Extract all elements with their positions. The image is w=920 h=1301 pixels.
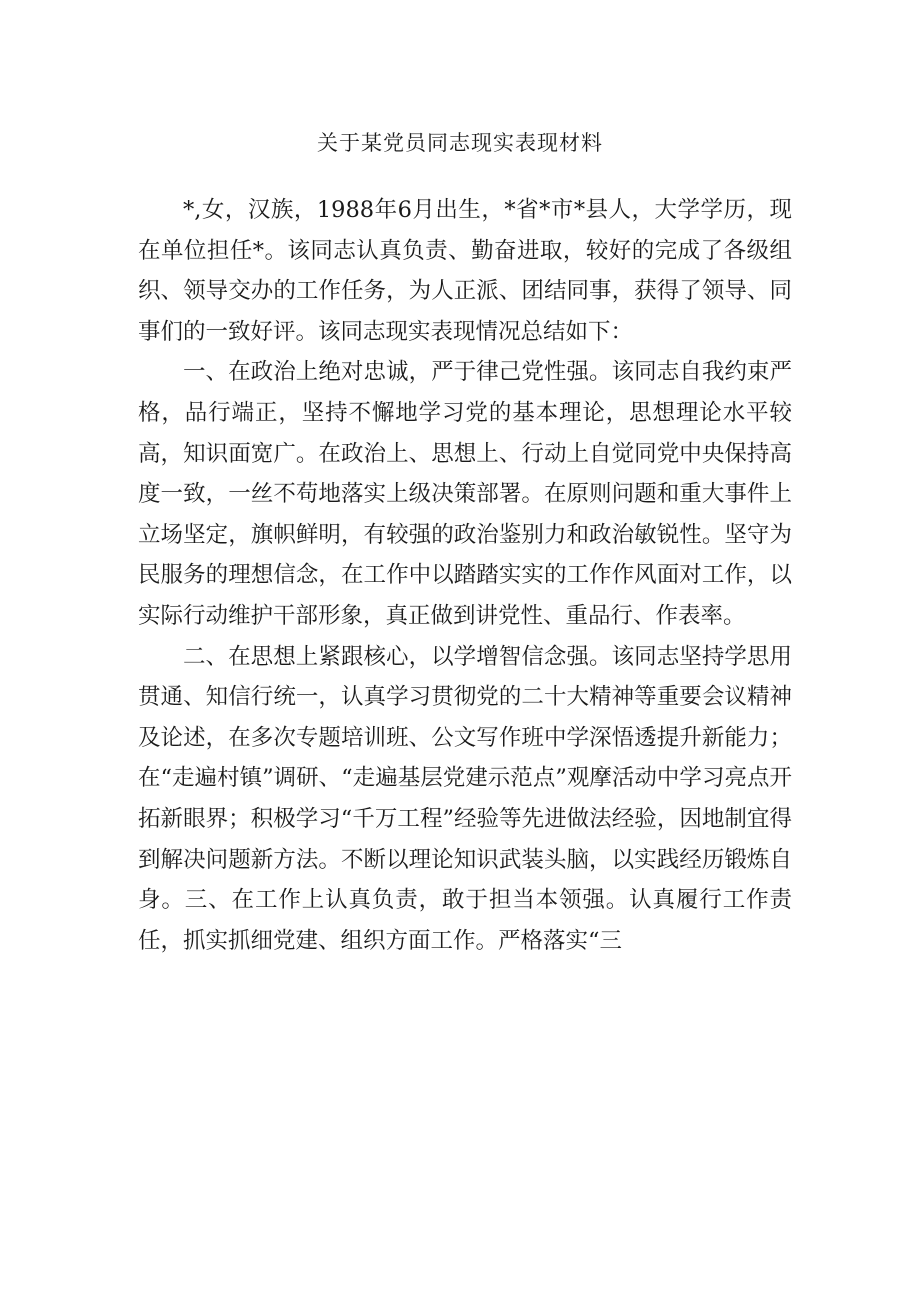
paragraph-intro: *,女，汉族，1988年6月出生，*省*市*县人，大学学历，现在单位担任*。该同志认真负责、勤奋进取，较好的完成了各级组织、领导交办的工作任务，为人正派、团结同事，获得了领导、同事们的一致好评。该同志现实表现情况总结如下： xyxy=(138,197,792,345)
paragraph-ideological-study: 二、在思想上紧跟核心，以学增智信念强。该同志坚持学思用贯通、知信行统一，认真学习贯彻党的二十大精神等重要会议精神及论述，在多次专题培训班、公文写作班中学深悟透提升新能力；在“走遍村镇”调研、“走遍基层党建示范点”观摩活动中学习亮点开拓新眼界；积极学习“千万工程”经验等先进做法经验，因地制宜得到解决问题新方法。不断以理论知识武装头脑，以实践经历锻炼自身。三、在工作上认真负责，敢于担当本领强。认真履行工作责任，抓实抓细党建、组织方面工作。严格落实“三 xyxy=(138,643,792,954)
document-title: 关于某党员同志现实表现材料 xyxy=(317,131,603,155)
paragraph-political-loyalty: 一、在政治上绝对忠诚，严于律己党性强。该同志自我约束严格，品行端正，坚持不懈地学习党的基本理论，思想理论水平较高，知识面宽广。在政治上、思想上、行动上自觉同党中央保持高度一致，一丝不苟地落实上级决策部署。在原则问题和重大事件上立场坚定，旗帜鲜明，有较强的政治鉴别力和政治敏锐性。坚守为民服务的理想信念，在工作中以踏踏实实的工作作风面对工作，以实际行动维护干部形象，真正做到讲党性、重品行、作表率。 xyxy=(138,359,792,629)
document-body xyxy=(138,190,792,961)
